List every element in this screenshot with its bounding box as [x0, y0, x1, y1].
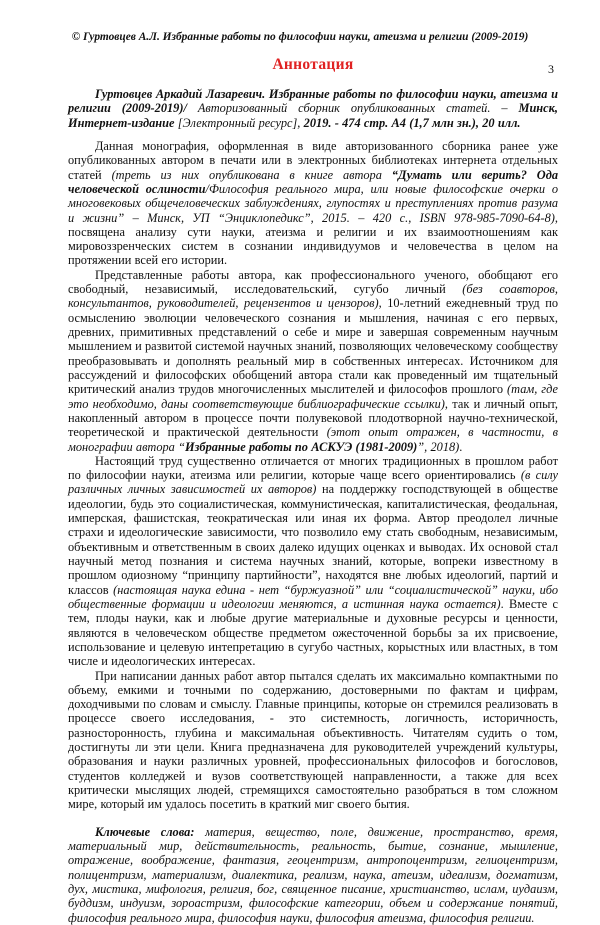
- text-run: , 10-летний ежедневный труд по осмыслению эволюции человеческого сознания и мышления, начиная с его первых, древних, примитивных представлений о себе и мире и завершая современным научным мышлением и развитой системой научных знаний, позволяющих человеческому сообществу преобразовывать и дополнять реальный мир в собственных интересах. Источником для рассуждений и философских обобщений автора стали как проведенный им тщательный критический анализ трудов многочисленных мыслителей и философов прошлого: [68, 296, 558, 397]
- text-run: ”, 2018): [417, 439, 460, 454]
- paragraph-works: [68, 268, 558, 454]
- text-run: “Думать или верить? Ода человеческой ослиности: [68, 167, 558, 196]
- text-run: Авторизованный сборник опубликованных статей. –: [186, 101, 519, 116]
- paragraph-monograph: [68, 139, 558, 268]
- text-run: Гуртовцев Аркадий Лазаревич. Избранные работы по философии науки, атеизма и религии (2009-2019)/: [68, 87, 558, 116]
- text-run: (настоящая наука едина - нет “буржуазной” или “социалистической” науки, ибо общественные формации и идеологии меняются, а истинная наука остается): [68, 582, 558, 611]
- text-run: [Электронный ресурс],: [177, 115, 304, 130]
- text-run: (там, где это необходимо, даны соответствующие библиографические ссылки): [68, 382, 558, 411]
- text-run: /Философия реального мира, или новые философские очерки о многовековых общечеловеческих заблуждениях, глупостях и преступлениях против разума и жизни” – Минск, УП “Энциклопедикс”, 2015. – 420 с., ISBN 978-985-7090-64-8): [68, 181, 558, 225]
- paragraph-principles: [68, 669, 558, 812]
- text-run: Ключевые слова:: [95, 824, 206, 839]
- text-run: (в силу различных личных зависимостей их авторов): [68, 468, 558, 497]
- text-run: (без соавторов, консультантов, руководителей, рецензентов и цензоров): [68, 282, 558, 311]
- paragraph-keywords: [68, 825, 558, 925]
- text-run: Представленные работы автора, как профессионального ученого, обобщают его свободный, независимый, исследовательский, сугубо личный: [68, 267, 558, 297]
- text-run: (этот опыт отражен, в частности, в монографии автора “: [68, 425, 558, 454]
- text-run: .: [459, 439, 463, 454]
- text-run: на поддержку господствующей в обществе идеологии, будь это социалистическая, коммунистическая, капиталистическая, феодальная, имперская, фашистская, теократическая или иная их форма. Автор преодолел личные страхи и идеологические зависимости, что позволило ему стать свободным, независимым, объективным и ответственным в своих далеко идущих оценках и выводах. Их основой стал научный метод познания и система научных знаний, которые, вопреки известному в прошлом одиозному “принципу партийности”, находятся вне любых идеологий, партий и классов: [68, 482, 558, 597]
- text-run: Данная монография, оформленная в виде авторизованного сборника ранее уже опубликованных автором в печати или в электронных библиотеках интернета отдельных статей: [68, 138, 558, 182]
- text-run: При написании данных работ автор пытался сделать их максимально компактными по объему, емкими и точными по содержанию, достоверными по фактам и цифрам, доходчивыми по словам и смыслу. Главные принципы, которые он стремился реализовать в процессе своего исследования, - это системность, логичность, историчность, разносторонность, глубина и максимальная объективность. Читателям судить о том, достигнуты ли эти цели. Книга предназначена для руководителей учреждений культуры, образования и науки различных уровней, профессиональных философов и богословов, студентов колледжей и вузов соответствующей направленности, а также для всех критически мыслящих людей, стремящихся самостоятельно разобраться в том сложном мире, который им удалось посетить в краткий миг своего бытия.: [68, 668, 558, 812]
- bibliographic-entry: [68, 87, 558, 130]
- page-number: 3: [548, 62, 554, 76]
- text-run: Избранные работы по АСКУЭ (1981-2009): [185, 439, 418, 454]
- text-run: , так и личный опыт, накопленный автором в процессе почти полувековой плодотворной научно-технической, теоретической и практической деятельности: [68, 396, 558, 440]
- text-run: Минск, Интернет-издание: [68, 101, 558, 130]
- text-run: (треть из них опубликована в книге автора: [111, 167, 392, 182]
- annotation-body: [68, 87, 558, 925]
- text-run: материя, вещество, поле, движение, пространство, время, материальный мир, действительность, реальность, бытие, сознание, мышление, отражение, воображение, фантазия, геоцентризм, антропоцентризм, гелиоцентризм, полицентризм, материализм, диалектика, реализм, наука, атеизм, идеализм, догматизм, дух, мистика, мифология, религия, бог, священное писание, христианство, ислам, иудаизм, буддизм, индуизм, зороастризм, философские категории, объем и содержание понятий, философия реального мира, философия науки, философия атеизма, философия религии.: [68, 824, 559, 925]
- text-run: . Вместе с тем, плоды науки, как и любые другие материальные и духовные ресурсы и ценности, являются в человеческом обществе предметом ожесточенной борьбы за их присвоение, использование и целевую интепретацию в сугубо частных, корыстных или властных, в том числе и идеологических интересах.: [68, 596, 558, 669]
- paragraph-present-work: [68, 454, 558, 669]
- text-run: , посвящена анализу сути науки, атеизма и религии и их взаимоотношениям как мировоззренческих систем в сознании индивидуумов и человечества в целом на протяжении всей его истории.: [68, 210, 558, 268]
- page-title: Аннотация: [272, 56, 354, 73]
- text-run: Настоящий труд существенно отличается от многих традиционных в прошлом работ по философии науки, атеизма или религии, которые чаще всего ориентировались: [68, 453, 558, 483]
- header-citation: © Гуртовцев А.Л. Избранные работы по философии науки, атеизма и религии (2009-2019): [71, 31, 529, 43]
- text-run: 2019. - 474 стр. А4 (1,7 млн зн.), 20 илл.: [303, 115, 521, 130]
